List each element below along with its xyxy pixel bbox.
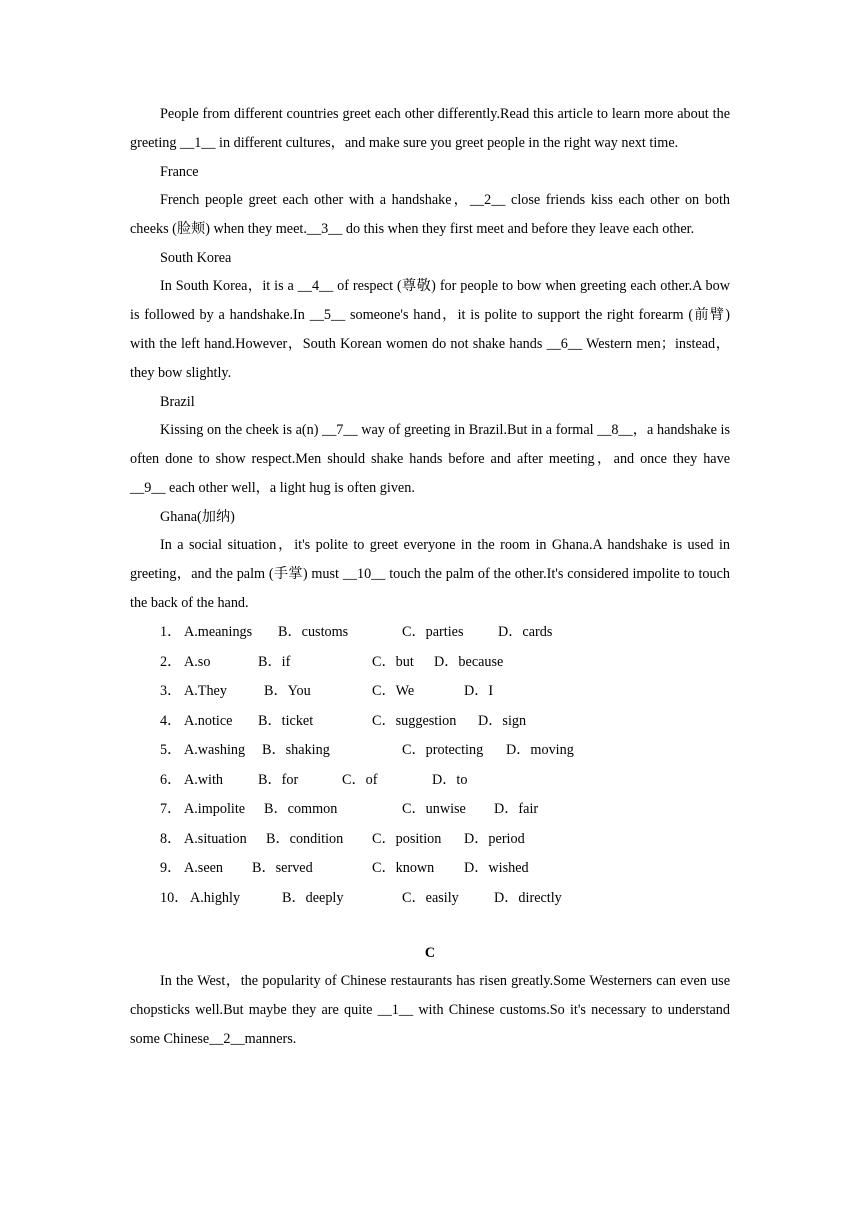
- option-d: D．fair: [494, 801, 539, 817]
- option-b: B．served: [252, 860, 313, 876]
- option-b: B．if: [258, 653, 291, 670]
- question-number: 6．: [160, 771, 182, 788]
- question-number: 9．: [160, 860, 182, 876]
- option-c: C．position: [372, 830, 442, 847]
- option-d: D．to: [432, 771, 468, 788]
- question-number: 7．: [160, 801, 182, 817]
- option-a: A.seen: [184, 860, 224, 876]
- option-a: A.notice: [184, 712, 233, 729]
- section-heading-south-korea: South Korea: [160, 250, 232, 266]
- option-b: B．common: [264, 801, 338, 817]
- option-c: C．protecting: [402, 742, 484, 758]
- section-heading-france: France: [160, 164, 199, 180]
- option-b: B．You: [264, 683, 311, 699]
- question-number: 2．: [160, 653, 182, 670]
- option-c: C．of: [342, 771, 378, 788]
- question-row: [160, 677, 730, 707]
- option-d: D．wished: [464, 860, 529, 876]
- option-b: B．deeply: [282, 889, 344, 906]
- question-number: 10．: [160, 889, 189, 906]
- section-heading-ghana: Ghana(加纳): [160, 509, 235, 525]
- option-a: A.impolite: [184, 801, 246, 817]
- section-c-text: In the West，the popularity of Chinese restaurants has risen greatly.Some Westerners can even use chopsticks well.But maybe they are quite __1__ with Chinese customs.So it's necessary to understand some Chinese__2__manners.: [130, 973, 730, 1047]
- option-c: C．We: [372, 683, 415, 699]
- section-text-brazil: Kissing on the cheek is a(n) __7__ way of greeting in Brazil.But in a formal __8__，a handshake is often done to show respect.Men should shake hands before and after meeting，and once they have __9__ each other well，a light hug is often given.: [130, 422, 730, 496]
- question-options-list: [130, 618, 730, 913]
- option-a: A.situation: [184, 830, 247, 847]
- option-a: A.so: [184, 653, 211, 670]
- section-text-france: French people greet each other with a handshake，__2__ close friends kiss each other on both cheeks (脸颊) when they meet.__3__ do this when they first meet and before they leave each other.: [130, 192, 730, 237]
- question-number: 8．: [160, 830, 182, 847]
- question-row: [160, 618, 730, 648]
- section-heading-brazil: Brazil: [160, 394, 195, 410]
- option-c: C．suggestion: [372, 712, 457, 729]
- option-b: B．for: [258, 771, 299, 788]
- question-number: 1．: [160, 624, 182, 640]
- option-a: A.highly: [190, 889, 241, 906]
- option-d: D．period: [464, 830, 525, 847]
- question-row: [160, 648, 730, 678]
- intro-paragraph: People from different countries greet each other differently.Read this article to learn more about the greeting __1__ in different cultures，and make sure you greet people in the right way next time.: [130, 106, 730, 151]
- question-row: [160, 707, 730, 737]
- question-row: [160, 884, 730, 914]
- document-page: [130, 100, 730, 1054]
- option-d: D．cards: [498, 624, 553, 640]
- option-d: D．directly: [494, 889, 562, 906]
- question-row: [160, 736, 730, 766]
- question-row: [160, 766, 730, 796]
- option-b: B．ticket: [258, 712, 314, 729]
- option-a: A.with: [184, 771, 224, 788]
- option-b: B．shaking: [262, 742, 330, 758]
- question-row: [160, 854, 730, 884]
- section-text-south-korea: In South Korea，it is a __4__ of respect (尊敬) for people to bow when greeting each other.A bow is followed by a handshake.In __5__ someone's hand，it is polite to support the right forearm (前臂) with the left hand.However，South Korean women do not shake hands __6__ Western men；instead，they bow slightly.: [130, 278, 730, 381]
- question-row: [160, 795, 730, 825]
- option-d: D．I: [464, 683, 494, 699]
- option-d: D．because: [434, 653, 504, 670]
- option-c: C．but: [372, 653, 414, 670]
- option-a: A.meanings: [184, 624, 253, 640]
- section-c-title: C: [424, 945, 436, 961]
- option-c: C．parties: [402, 624, 464, 640]
- question-row: [160, 825, 730, 855]
- option-b: B．condition: [266, 830, 344, 847]
- option-d: D．moving: [506, 742, 574, 758]
- question-number: 3．: [160, 683, 182, 699]
- option-c: C．unwise: [402, 801, 466, 817]
- option-c: C．easily: [402, 889, 459, 906]
- option-a: A.washing: [184, 742, 246, 758]
- option-d: D．sign: [478, 712, 527, 729]
- question-number: 4．: [160, 712, 182, 729]
- option-a: A.They: [184, 683, 227, 699]
- section-text-ghana: In a social situation，it's polite to greet everyone in the room in Ghana.A handshake is used in greeting，and the palm (手掌) must __10__ touch the palm of the other.It's considered impolite to touch the back of the hand.: [130, 537, 730, 611]
- option-b: B．customs: [278, 624, 349, 640]
- question-number: 5．: [160, 742, 182, 758]
- option-c: C．known: [372, 860, 435, 876]
